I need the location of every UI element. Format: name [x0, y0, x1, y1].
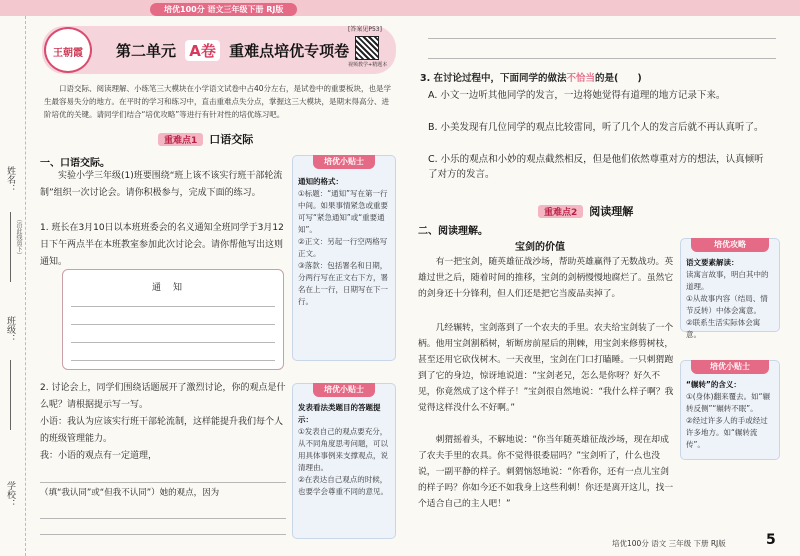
section-title: 口语交际: [209, 133, 254, 146]
option-b[interactable]: B. 小美发现有几位同学的观点比较雷同，听了几个人的发言后就不再认真听了。: [428, 122, 764, 133]
strategy-line: ②联系生活实际体会寓意。: [686, 318, 761, 339]
tip-head: 培优小贴士: [313, 383, 375, 397]
reading-head: 二、阅读理解。: [418, 226, 488, 237]
cut-label: （沿此线剪下）: [15, 216, 22, 258]
footer: 培优100分 语文 三年级 下册 RJ版: [612, 539, 726, 548]
article-title: 宝剑的价值: [515, 242, 565, 253]
option-c[interactable]: C. 小乐的观点和小妙的观点截然相反，但是他们依然尊重对方的想法，认真倾听了对方的发言。: [428, 154, 764, 180]
tip-subtitle: 发表看法类题目的答题提示：: [298, 403, 381, 424]
my-statement: 我：小语的观点有一定道理，: [40, 451, 158, 461]
tip-body: [686, 379, 774, 451]
question-1-head: 一、口语交际。: [40, 158, 110, 169]
qr-caption: 视频教学+精题本: [348, 62, 388, 68]
answer-line[interactable]: [428, 38, 776, 39]
question-1-intro: 实验小学三年级(1)班要围绕“班上该不该实行班干部轮流制”组织一次讨论会。请你积极参与，完成下面的练习。: [40, 171, 283, 198]
strategy-body: [686, 257, 774, 341]
logo-text: 王朝霞: [53, 48, 83, 59]
strategy-box: [680, 238, 780, 339]
left-margin: [0, 16, 26, 556]
answer-line[interactable]: [40, 534, 286, 535]
tip-line: ③落款：包括署名和日期，分两行写在正文右下方，署名在上一行，日期写在下一行。: [298, 261, 388, 306]
answer-line: [71, 342, 275, 343]
strategy-line: ①从故事内容（结局、情节反转）中体会寓意。: [686, 294, 768, 315]
section-tag: 重难点1: [158, 133, 203, 146]
answer-line: [71, 360, 275, 361]
tip-line: ①标题：“通知”写在第一行中间。如果事情紧急或重要可写“紧急通知”或“重要通知”。: [298, 189, 388, 234]
answer-line[interactable]: [428, 58, 776, 59]
answer-line[interactable]: [40, 482, 286, 483]
article-paragraph-3: 刺猬摇着头，不解地说：“你当年随英雄征战沙场，现在却成了农夫手里的农具。你不觉得很委屈吗？”宝剑听了，什么也没说，一副平静的样子。刺猬恼怒地说：“你看你，还有一点儿宝剑的样子吗？你如今还不如我身上这些利刺！你还是离开这儿，找一个适合自己的主人吧！”: [418, 435, 674, 509]
name-line: [10, 212, 11, 282]
unit-label: 第二单元: [116, 42, 177, 60]
tip-box-3: [680, 360, 780, 460]
question-3-tail: 的是( ): [595, 73, 642, 84]
strategy-head: 培优攻略: [691, 238, 769, 252]
paper-tag: A卷: [185, 40, 220, 61]
page-number: 5: [766, 532, 776, 548]
tip-line: ②在表达自己观点的时候，也要学会尊重不同的意见。: [298, 475, 388, 496]
tip-box-2: [292, 383, 396, 539]
question-3-text: 3. 在讨论过程中，下面同学的做法: [420, 73, 567, 84]
question-1-item-2: 2. 讨论会上，同学们围绕话题展开了激烈讨论，你的观点是什么呢？请根据提示写一写。: [40, 383, 286, 410]
school-label: 学校：: [5, 481, 15, 508]
qr-code-icon[interactable]: [355, 36, 379, 60]
option-a[interactable]: A. 小文一边听其他同学的发言，一边将她觉得有道理的地方记录下来。: [428, 90, 726, 101]
class-label: 班级：: [5, 316, 15, 343]
tip-line: ②正文：另起一行空两格写正文。: [298, 237, 388, 258]
tip-line: ①(身体)翻来覆去。如“辗转反侧”“辗转不眠”。: [686, 392, 770, 413]
answer-line: [71, 324, 275, 325]
section-head-1: [158, 131, 253, 147]
tip-box-1: [292, 155, 396, 361]
name-label: 姓名：: [5, 166, 15, 193]
tip-subtitle: “辗转”的含义：: [686, 380, 741, 389]
question-3-highlight: 不恰当: [566, 73, 596, 84]
section-title: 阅读理解: [589, 205, 634, 218]
xiaoyu-statement: 小语：我认为应该实行班干部轮流制，这样能提升我们每个人的班级管理能力。: [40, 417, 284, 444]
tip-body: [298, 402, 390, 498]
article-paragraph-1: 有一把宝剑，随英雄征战沙场，帮助英雄赢得了无数战功。英雄过世之后，随着时间的推移，宝剑的剑柄慢慢地腐烂了。虽然它的剑身还十分锋利，但人们还是把它当废品卖掉了。: [418, 257, 674, 299]
answer-line[interactable]: [40, 518, 286, 519]
answer-code: [答案见P53]: [348, 26, 382, 33]
notice-title: 通知: [151, 283, 194, 293]
banner: 培优100分 语文三年级下册 RJ版: [150, 3, 297, 16]
tip-subtitle: 通知的格式：: [298, 177, 343, 186]
logo: [44, 27, 92, 73]
class-line: [10, 360, 11, 430]
question-3-head: [420, 71, 770, 86]
intro-text: 口语交际、阅读理解、小练笔三大模块在小学语文试卷中占40分左右，是试卷中的重要板块，也是学生最容易失分的地方。在平时的学习和练习中，直击重难点失分点，掌握这三大模块，是期末得高分、进阶培优的关键。请同学们结合“培优攻略”等进行有针对性的培优练习吧。: [44, 84, 392, 119]
top-strip: [0, 0, 800, 16]
section-head-2: [538, 203, 633, 219]
tip-line: ②经过许多人的手或经过许多地方。如“辗转流传”。: [686, 416, 768, 449]
answer-line: [71, 306, 275, 307]
strategy-line: 读寓言故事，明白其中的道理。: [686, 270, 769, 291]
article-paragraph-2: 几经辗转，宝剑落到了一个农夫的手里。农夫给宝剑装了一个柄。他用宝剑割稻树，斩断房前屋后的荆棘，用宝剑来修剪树枝，甚至还用它砍伐树木。一天夜里，宝剑在门口打瞌睡。一只刺猬跑到了它的身边，惊讶地说道：“宝剑老兄，怎么是你呀？好久不见，你竟然成了这个样子！”宝剑很自然地说：“我什么样子啊？我觉得这样没什么不好啊。”: [418, 323, 674, 413]
title-label: 重难点培优专项卷: [229, 42, 350, 60]
tip-body: [298, 176, 390, 308]
notice-answer-box[interactable]: [62, 269, 284, 370]
page-title: [116, 40, 349, 61]
fill-statement: （填“我认同”或“但我不认同”）她的观点，因为: [40, 488, 220, 498]
tip-line: ①发表自己的观点要充分，从不同角度思考问题，可以用具体事例来支撑观点，说清理由。: [298, 427, 388, 472]
tip-head: 培优小贴士: [313, 155, 375, 169]
question-1-item-1: 1. 班长在3月10日以本班班委会的名义通知全班同学于3月12日下午两点半在本班教室参加此次讨论会。请你帮他写出这则通知。: [40, 223, 284, 267]
tip-head: 培优小贴士: [691, 360, 769, 374]
section-tag: 重难点2: [538, 205, 583, 218]
strategy-subtitle: 语文要素解读：: [686, 258, 739, 267]
